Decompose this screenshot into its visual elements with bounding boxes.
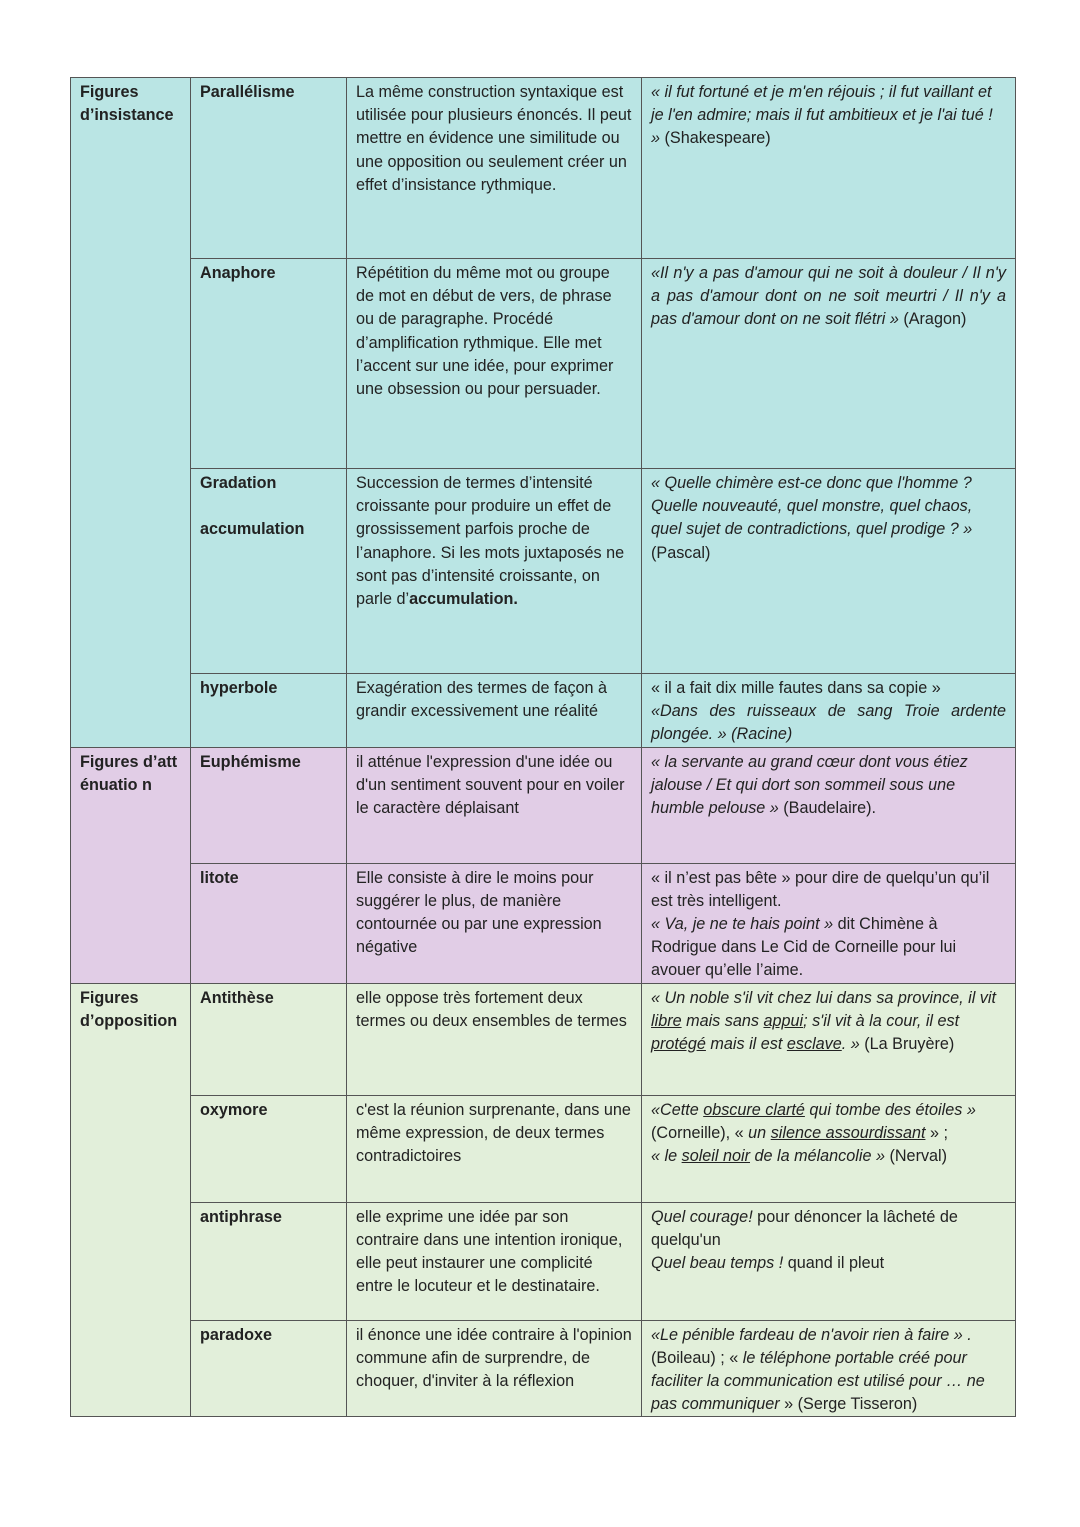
example-quote: Quel courage!	[651, 1207, 753, 1226]
figure-label: Gradation	[200, 474, 277, 492]
table-row	[71, 1320, 1016, 1417]
table-row	[71, 1202, 1016, 1320]
figure-label: antiphrase	[200, 1207, 282, 1226]
table-row	[71, 747, 1016, 863]
quote-part: ; s'il vit à la cour, il est	[803, 1011, 960, 1030]
figure-example	[642, 259, 1016, 469]
figure-name	[191, 863, 347, 983]
table-row	[71, 863, 1016, 983]
example-author: (Aragon)	[898, 310, 967, 329]
example-quote: «Dans des ruisseaux de sang Troie ardente plongée. » (Racine)	[651, 702, 1006, 744]
figure-example	[642, 674, 1016, 748]
figure-definition	[347, 674, 642, 748]
example-author: (La Bruyère)	[859, 1035, 955, 1054]
table-row	[71, 259, 1016, 469]
figure-definition	[347, 747, 642, 863]
figure-definition	[347, 78, 642, 259]
example-quote: Quel beau temps !	[651, 1254, 784, 1273]
group-opposition	[71, 983, 191, 1417]
definition-text: Exagération des termes de façon à grandir excessivement une réalité	[356, 679, 608, 721]
example-quote: « la servante au grand cœur dont vous étiez jalouse / Et qui dort son sommeil sous une humble pelouse »	[651, 752, 968, 818]
table-row	[71, 78, 1016, 259]
underlined-term: protégé	[651, 1035, 706, 1054]
figure-example	[642, 78, 1016, 259]
group-label: Figures d’atténuatio n	[80, 752, 178, 794]
figure-label: hyperbole	[200, 679, 278, 697]
example-author: (Corneille), «	[651, 1123, 749, 1142]
example-author: (Boileau) ; «	[651, 1348, 743, 1367]
figure-example	[642, 1320, 1016, 1417]
figure-name	[191, 747, 347, 863]
group-label: Figures d’opposition	[80, 988, 178, 1030]
quote-part: » ;	[925, 1123, 948, 1142]
figure-name	[191, 674, 347, 748]
definition-text: il atténue l'expression d'une idée ou d'un sentiment souvent pour en voiler le caractère déplaisant	[356, 752, 625, 818]
figures-de-style-table	[70, 77, 1016, 1417]
underlined-term: soleil noir	[681, 1147, 750, 1166]
figure-example	[642, 469, 1016, 674]
definition-text: c'est la réunion surprenante, dans une même expression, de deux termes contradictoires	[356, 1100, 631, 1166]
definition-text: elle exprime une idée par son contraire dans une intention ironique, elle peut instaurer une complicité entre le locuteur et le destinataire.	[356, 1207, 623, 1296]
underlined-term: silence assourdissant	[770, 1123, 926, 1142]
figure-label: Euphémisme	[200, 752, 301, 771]
definition-text: La même construction syntaxique est utilisée pour plusieurs énoncés. Il peut mettre en évidence une similitude ou une opposition ou seulement créer un effet d’insistance rythmique.	[356, 83, 632, 194]
underlined-term: esclave	[786, 1035, 842, 1054]
quote-part: « Un noble s'il vit chez lui dans sa province, il vit	[651, 988, 996, 1007]
table-row	[71, 1095, 1016, 1202]
example-quote	[748, 1124, 925, 1142]
figure-name	[191, 983, 347, 1095]
figure-example	[642, 983, 1016, 1095]
definition-text: Succession de termes d’intensité croissante pour produire un effet de grossissement parfois proche de l’anaphore. Si les mots juxtaposés ne sont pas d’intensité croissante, on parle d’	[356, 474, 625, 609]
example-quote: «Il n'y a pas d'amour qui ne soit à douleur / Il n'y a pas d'amour dont on ne soit meurtri / Il n'y a pas d'amour dont on ne soit flétri »	[651, 264, 1006, 329]
example-quote	[651, 1147, 885, 1165]
example-author: (Baudelaire).	[778, 799, 876, 818]
figure-label: Parallélisme	[200, 83, 295, 101]
figure-name	[191, 1320, 347, 1417]
figure-definition	[347, 983, 642, 1095]
figure-name	[191, 78, 347, 259]
quote-part: « le	[651, 1147, 682, 1166]
definition-text: elle oppose très fortement deux termes ou deux ensembles de termes	[356, 988, 627, 1030]
figure-label: oxymore	[200, 1100, 268, 1119]
table-row	[71, 983, 1016, 1095]
group-insistance	[71, 78, 191, 748]
figure-definition	[347, 863, 642, 983]
definition-text: il énonce une idée contraire à l'opinion commune afin de surprendre, de choquer, d'inviter à la réflexion	[356, 1325, 632, 1391]
example-line: « il a fait dix mille fautes dans sa copie »	[651, 679, 941, 697]
definition-text: Répétition du même mot ou groupe de mot en début de vers, de phrase ou de paragraphe. Procédé d’amplification rythmique. Elle met l’accent sur une idée, pour exprimer une obsession ou pour persuader.	[356, 264, 614, 399]
example-line: quand il pleut	[783, 1254, 885, 1273]
example-quote	[651, 1101, 976, 1119]
group-attenuation	[71, 747, 191, 983]
figure-example	[642, 863, 1016, 983]
figure-definition	[347, 1202, 642, 1320]
figure-example	[642, 747, 1016, 863]
underlined-term: appui	[763, 1011, 804, 1030]
example-author: (Shakespeare)	[660, 129, 771, 148]
underlined-term: libre	[651, 1011, 682, 1030]
figure-example	[642, 1202, 1016, 1320]
figure-definition	[347, 469, 642, 674]
example-quote: « Quelle chimère est-ce donc que l'homme ? Quelle nouveauté, quel monstre, quel chaos, quel sujet de contradictions, quel prodige ? »	[651, 474, 973, 539]
definition-bold-term: accumulation.	[409, 590, 518, 609]
example-author: (Nerval)	[884, 1147, 948, 1166]
example-quote: «Le pénible fardeau de n'avoir rien à faire » .	[651, 1325, 972, 1344]
table-row	[71, 674, 1016, 748]
example-line: pour dénoncer la lâcheté de quelqu'un	[651, 1207, 958, 1249]
figure-label-secondary: accumulation	[200, 520, 305, 539]
figure-name	[191, 469, 347, 674]
figure-label: litote	[200, 868, 239, 887]
example-line: « il n’est pas bête » pour dire de quelqu’un qu’il est très intelligent.	[651, 868, 990, 910]
figure-label: paradoxe	[200, 1325, 272, 1344]
group-label: Figures d’insistance	[80, 83, 174, 125]
table-row	[71, 469, 1016, 674]
quote-part: . »	[841, 1035, 860, 1054]
figure-name	[191, 259, 347, 469]
figure-example	[642, 1095, 1016, 1202]
figure-label: Anaphore	[200, 264, 276, 282]
quote-part: un	[748, 1123, 771, 1142]
figure-name	[191, 1202, 347, 1320]
quote-part: de la mélancolie »	[750, 1147, 885, 1166]
figure-definition	[347, 259, 642, 469]
example-quote: « Va, je ne te hais point »	[651, 915, 834, 934]
quote-part: mais sans	[681, 1011, 764, 1030]
figure-definition	[347, 1320, 642, 1417]
quote-part: mais il est	[705, 1035, 787, 1054]
figure-definition	[347, 1095, 642, 1202]
definition-text: Elle consiste à dire le moins pour suggérer le plus, de manière contournée ou par une expression négative	[356, 868, 602, 957]
figure-label: Antithèse	[200, 988, 274, 1007]
example-quote: « il fut fortuné et je m'en réjouis ; il fut vaillant et je l'en admire; mais il fut ambitieux et je l'ai tué ! »	[651, 83, 993, 148]
quote-part: «Cette	[651, 1100, 704, 1119]
example-author: » (Serge Tisseron)	[779, 1395, 918, 1414]
example-quote: le téléphone portable créé pour faciliter la communication est utilisé pour … ne pas communiquer	[651, 1348, 985, 1414]
quote-part: qui tombe des étoiles »	[804, 1100, 976, 1119]
example-line: dit Chimène à Rodrigue dans Le Cid de Corneille pour lui avouer qu’elle l’aime.	[651, 915, 957, 980]
underlined-term: obscure clarté	[703, 1100, 805, 1119]
figure-name	[191, 1095, 347, 1202]
example-author: (Pascal)	[651, 543, 711, 562]
